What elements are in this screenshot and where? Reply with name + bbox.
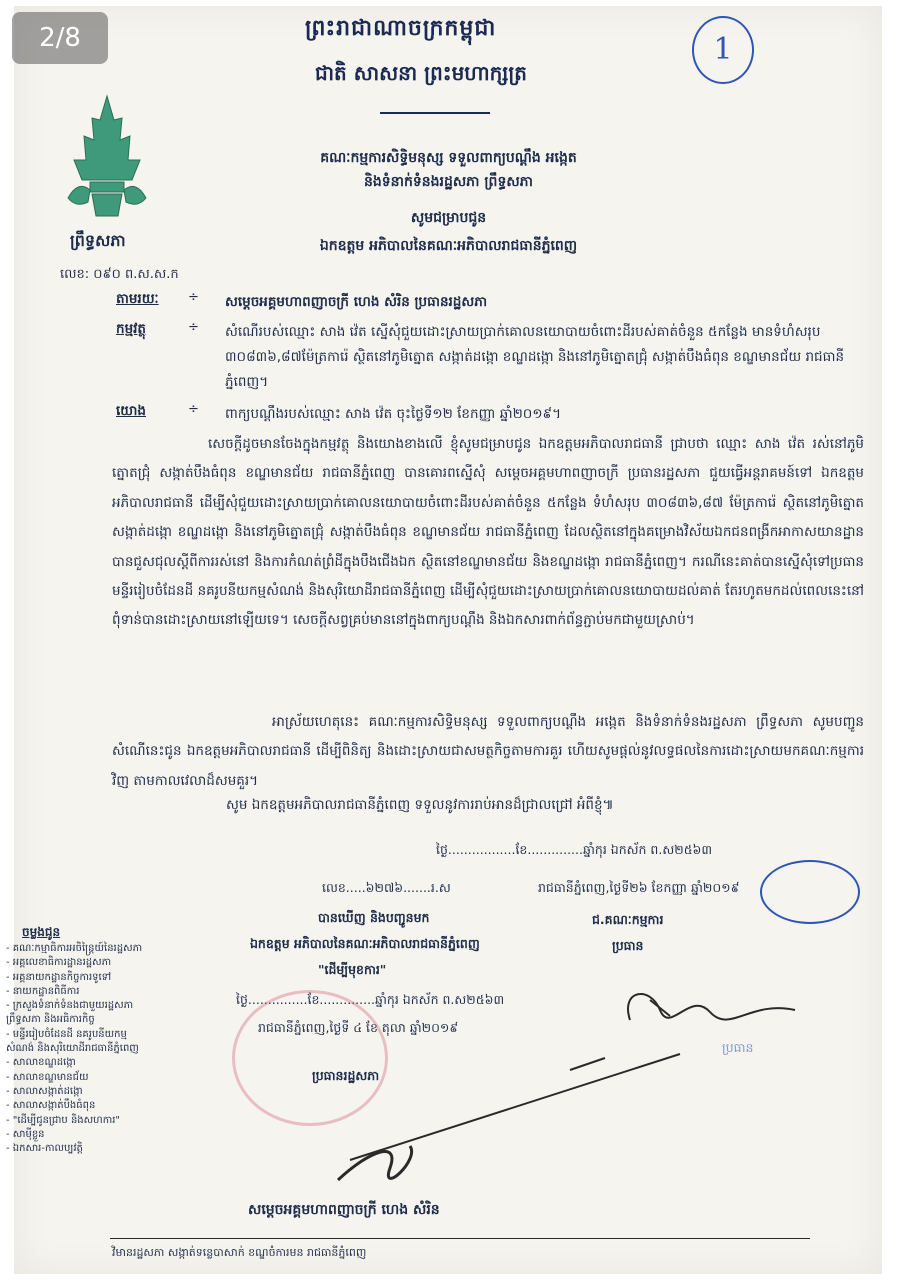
- place-date: រាជធានីភ្នំពេញ,ថ្ងៃទី២៦ ខែកញ្ញា ឆ្នាំ២០១៩: [538, 880, 740, 895]
- cc-list: [6, 942, 181, 1156]
- seen-and-forwarded: បានឃើញ និងបញ្ជូនមក: [318, 910, 430, 925]
- sender-org-label: ព្រឹទ្ធសភា: [70, 231, 126, 250]
- closing-line: សូម ឯកឧត្តមអភិបាលរាជធានីភ្នំពេញ ទទួលនូវការរាប់អានដ៏ជ្រាលជ្រៅ អំពីខ្ញុំ៕: [226, 797, 614, 813]
- signatory-name: សម្តេចអគ្គមហាពញាចក្រី ហេង សំរិន: [248, 1202, 440, 1218]
- on-behalf: ជ.គណៈកម្មការ: [592, 912, 664, 927]
- reference-label: យោង: [116, 403, 146, 419]
- subject-label: កម្មវត្ថុ: [116, 321, 146, 337]
- address-line-1: គណៈកម្មការសិទ្ធិមនុស្ស ទទួលពាក្យបណ្តឹង អង្កេត: [320, 150, 577, 166]
- footer-address: វិមានរដ្ឋសភា សង្កាត់ទន្លេបាសាក់ ខណ្ឌចំការមន រាជធានីភ្នំពេញ: [112, 1246, 367, 1259]
- signature-president-icon: [610, 980, 800, 1040]
- incoming-number: លេខ.....៦២៧៦.......រ.ស: [322, 880, 451, 895]
- forward-date: រាជធានីភ្នំពេញ,ថ្ងៃទី ៤ ខែ តុលា ឆ្នាំ២០១៩: [258, 1020, 459, 1035]
- circled-year-mark: [760, 860, 860, 924]
- cc-item: - សាលាសង្កាត់ដង្កោ: [6, 1085, 83, 1097]
- reference-number: លេខ: ០៩០ ព.ស.ស.ក: [60, 267, 179, 282]
- cc-item: សំណង់ និងសុរិយោដីរាជធានីភ្នំពេញ: [6, 1043, 139, 1055]
- via-text: សម្តេចអគ្គមហាពញាចក្រី ហេង សំរិន ប្រធានរដ្ឋសភា: [225, 294, 488, 310]
- cc-item: - អគ្គលេខាធិការដ្ឋានរដ្ឋសភា: [6, 957, 112, 969]
- body-paragraph-1: សេចក្តីដូចមានចែងក្នុងកម្មវត្ថុ និងយោងខាងលើ ខ្ញុំសូមជម្រាបជូន ឯកឧត្តមអភិបាលរាជធានី ជ្រាបថា ឈ្មោះ សាង វ៉េត រស់នៅភូមិត្នោតជ្រុំ សង្កាត់បឹងធំពុន ខណ្ឌមានជ័យ រាជធានីភ្នំពេញ បានគោរពស្នើសុំ សម្តេចអគ្គមហាពញាចក្រី ប្រធានរដ្ឋសភា ជួយធ្វើអន្តរាគមន៍ទៅ ឯកឧត្តមអភិបាលរាជធានី ដើម្បីសុំជួយដោះស្រាយប្រាក់គោលនយោបាយចំពោះដីរបស់គាត់ចំនួន ៥កន្លែង ទំហំសរុប ៣០៨៣៦,៨៧ ម៉ែត្រការ៉េ ស្ថិតនៅភូមិត្នោត សង្កាត់ដង្កោ ខណ្ឌដង្កោ និងនៅភូមិត្នោតជ្រុំ សង្កាត់បឹងធំពុន ខណ្ឌមានជ័យ រាជធានីភ្នំពេញ ដែលស្ថិតនៅក្នុងគម្រោងវិស័យឯកជនពង្រីកអាកាសយានដ្ឋាន បានជួសជុលស្តីពីការរស់នៅ និងការកំណត់ព្រំដីក្នុងបឹងជើងឯក ស្ថិតនៅខណ្ឌមានជ័យ និងខណ្ឌដង្កោ រាជធានីភ្នំពេញ។ ករណីនេះគាត់បានស្នើសុំទៅប្រធានមន្ទីររៀបចំដែនដី នគរូបនីយកម្មសំណង់ និងសុរិយោដីរាជធានីភ្នំពេញ ដើម្បីសុំជួយដោះស្រាយប្រាក់គោលនយោបាយដល់គាត់ តែរហូតមកដល់ពេលនេះនៅពុំទាន់បានដោះស្រាយនៅឡើយទេ។ សេចក្តីសព្វគ្រប់មាននៅក្នុងពាក្យបណ្តឹង និងឯកសារពាក់ព័ន្ធភ្ជាប់មកជាមួយស្រាប់។: [112, 436, 864, 629]
- subject-text: សំណើរបស់ឈ្មោះ សាង វ៉េត ស្នើសុំជួយដោះស្រាយប្រាក់គោលនយោបាយចំពោះដីរបស់គាត់ចំនួន ៥កន្លែង មានទំហំសរុប ៣០៨៣៦,៨៧ម៉ែត្រការ៉េ ស្ថិតនៅភូមិត្នោត សង្កាត់ដង្កោ ខណ្ឌដង្កោ និងនៅភូមិត្នោតជ្រុំ សង្កាត់បឹងធំពុន ខណ្ឌមានជ័យ រាជធានីភ្នំពេញ។: [225, 324, 845, 390]
- blue-stamp-note: ប្រធាន: [722, 1040, 754, 1055]
- cc-item: - មន្ទីររៀបចំដែនដី នគរូបនីយកម្ម: [6, 1028, 127, 1040]
- signature-speaker-icon: [330, 1050, 690, 1190]
- via-label: តាមរយៈ: [116, 291, 159, 307]
- page-indicator: 2/8: [12, 12, 108, 64]
- cc-item: - សាម៉ីខ្លួន: [6, 1128, 45, 1140]
- cc-item: - សាលាសង្កាត់បឹងធំពុន: [6, 1100, 96, 1112]
- cc-item: - "ដើម្បីជូនជ្រាប និងសហការ": [6, 1114, 120, 1126]
- kingdom-title: ព្រះរាជាណាចក្រកម្ពុជា: [305, 16, 497, 41]
- cc-title: ចម្លងជូន: [22, 925, 61, 939]
- forward-purpose: "ដើម្បីមុខការ": [318, 962, 387, 977]
- forward-recipient: ឯកឧត្តម អភិបាលនៃគណៈអភិបាលរាជធានីភ្នំពេញ: [250, 936, 480, 951]
- header-divider: [380, 112, 490, 114]
- body-paragraph-2: អាស្រ័យហេតុនេះ គណៈកម្មការសិទ្ធិមនុស្ស ទទួលពាក្យបណ្តឹង អង្កេត និងទំនាក់ទំនងរដ្ឋសភា ព្រឹទ្ធសភា សូមបញ្ជូនសំណើនេះជូន ឯកឧត្តមអភិបាលរាជធានី ដើម្បីពិនិត្យ និងដោះស្រាយជាសមត្ថកិច្ចតាមការគួរ ហើយសូមផ្តល់នូវលទ្ធផលនៃការដោះស្រាយមកគណៈកម្មការវិញ តាមកាលវេលាដ៏សមគួរ។: [112, 714, 864, 789]
- forward-title: ប្រធានរដ្ឋសភា: [312, 1068, 380, 1083]
- cc-item: ព្រឹទ្ធសភា និងអធិការកិច្ច: [6, 1014, 95, 1026]
- national-motto: ជាតិ សាសនា ព្រះមហាក្សត្រ: [315, 61, 527, 85]
- reference-colon: ÷: [188, 402, 199, 417]
- cc-item: - សាលាខណ្ឌដង្កោ: [6, 1057, 76, 1069]
- cc-item: - អគ្គនាយកដ្ឋានកិច្ចការទូទៅ: [6, 971, 112, 983]
- lunar-date: ថ្ងៃ.................ខែ..............ឆ្នាំកុរ ឯកស័ក ព.ស២៥៦៣: [436, 842, 713, 857]
- cc-item: - គណៈកម្មាធិការអចិន្ត្រៃយ៍នៃរដ្ឋសភា: [6, 943, 143, 954]
- lunar-date-2: ថ្ងៃ...............ខែ..............ឆ្នាំកុរ ឯកស័ក ព.ស២៥៦៣: [236, 992, 505, 1007]
- handwritten-page-number: 1: [692, 16, 754, 84]
- address-line-4: ឯកឧត្តម អភិបាលនៃគណៈអភិបាលរាជធានីភ្នំពេញ: [319, 238, 578, 254]
- cc-item: - ឯកសារ-កាលប្បវត្តិ: [6, 1143, 83, 1155]
- address-line-2: និងទំនាក់ទំនងរដ្ឋសភា ព្រឹទ្ធសភា: [363, 174, 533, 190]
- address-line-3: សូមជម្រាបជូន: [410, 210, 487, 226]
- via-colon: ÷: [188, 290, 199, 305]
- president-title: ប្រធាន: [612, 938, 644, 953]
- cc-item: - ក្រសួងទំនាក់ទំនងជាមួយរដ្ឋសភា: [6, 1000, 134, 1012]
- cc-item: - នាយកដ្ឋានពិធីការ: [6, 985, 80, 997]
- footer-rule: [110, 1238, 810, 1239]
- subject-colon: ÷: [188, 320, 199, 335]
- cc-item: - សាលាខណ្ឌមានជ័យ: [6, 1071, 89, 1083]
- reference-text: ពាក្យបណ្តឹងរបស់ឈ្មោះ សាង វ៉េត ចុះថ្ងៃទី១២ ខែកញ្ញា ឆ្នាំ២០១៩។: [225, 406, 562, 422]
